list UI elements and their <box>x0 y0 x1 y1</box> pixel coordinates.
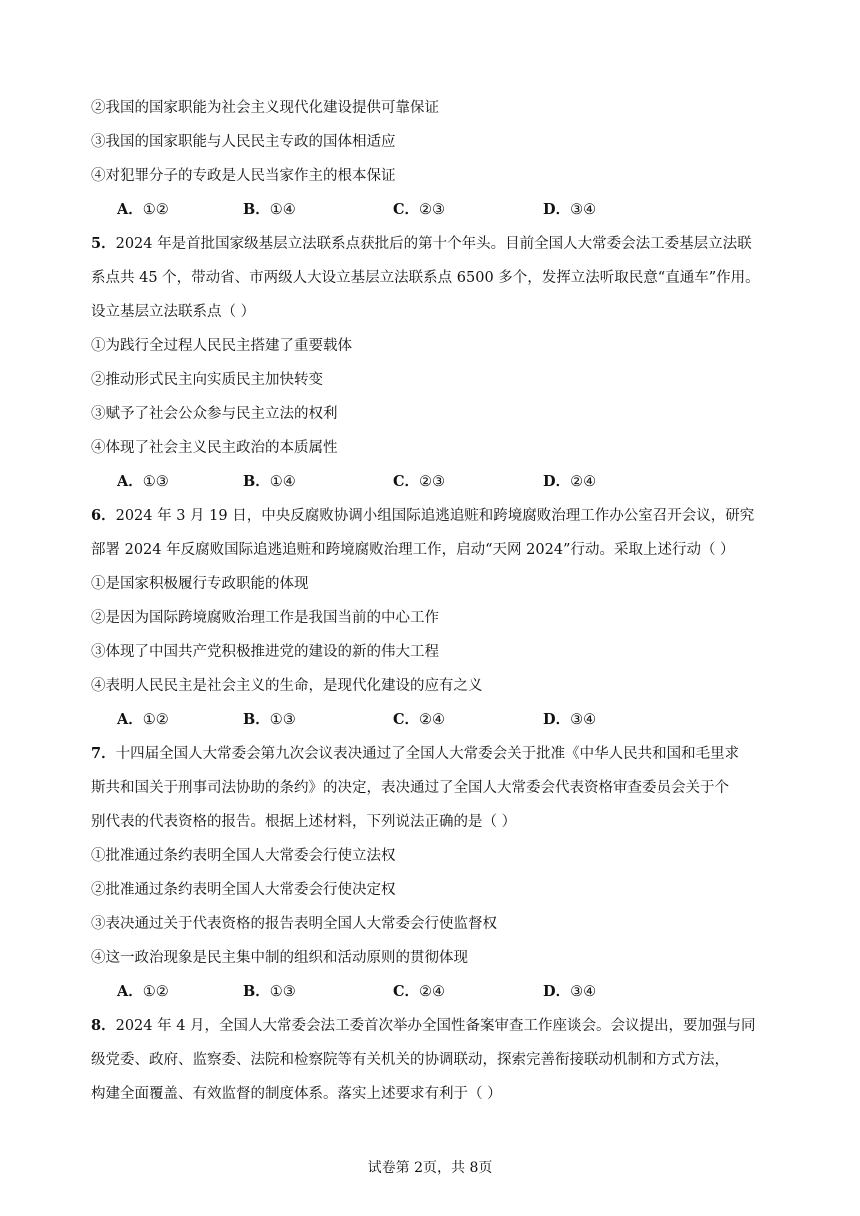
q8-stem-line-2: 级党委、政府、监察委、法院和检察院等有关机关的协调联动，探索完善衔接联动机制和方式方法， <box>91 1052 729 1068</box>
q7-statement-1: ①批准通过条约表明全国人大常委会行使立法权 <box>91 848 396 864</box>
q4-option-b[interactable]: B．①④ <box>243 201 296 218</box>
q5-stem-line-1: 5．2024 年是首批国家级基层立法联系点获批后的第十个年头。目前全国人大常委会法工委基层立法联 <box>91 235 752 252</box>
q5-stem-line-2: 系点共 45 个，带动省、市两级人大设立基层立法联系点 6500 多个，发挥立法听取民意“直通车”作用。 <box>91 270 760 286</box>
q5-option-a[interactable]: A．①③ <box>117 473 169 490</box>
q6-statement-1: ①是国家积极履行专政职能的体现 <box>91 576 309 592</box>
page-footer: 试卷第 2页，共 8页 <box>367 1160 493 1176</box>
q6-statement-4: ④表明人民民主是社会主义的生命，是现代化建设的应有之义 <box>91 678 483 694</box>
q6-statement-2: ②是因为国际跨境腐败治理工作是我国当前的中心工作 <box>91 610 439 626</box>
q4-options <box>117 200 717 220</box>
q4-option-c[interactable]: C．②③ <box>393 201 446 218</box>
q4-statement-3: ③我国的国家职能与人民民主专政的国体相适应 <box>91 134 396 150</box>
q5-statement-1: ①为践行全过程人民民主搭建了重要载体 <box>91 338 352 354</box>
q6-options <box>117 710 717 730</box>
q6-statement-3: ③体现了中国共产党积极推进党的建设的新的伟大工程 <box>91 644 439 660</box>
q5-option-d[interactable]: D．②④ <box>543 473 597 490</box>
q8-stem-line-3: 构建全面覆盖、有效监督的制度体系。落实上述要求有利于（ ） <box>91 1086 502 1102</box>
q7-statement-2: ②批准通过条约表明全国人大常委会行使决定权 <box>91 882 396 898</box>
q4-statement-2: ②我国的国家职能为社会主义现代化建设提供可靠保证 <box>91 100 439 116</box>
q5-stem-line-3: 设立基层立法联系点（ ） <box>91 304 256 320</box>
q5-statement-4: ④体现了社会主义民主政治的本质属性 <box>91 440 338 456</box>
q6-option-c[interactable]: C．②④ <box>393 711 446 728</box>
q6-stem-line-1: 6．2024 年 3 月 19 日，中央反腐败协调小组国际追逃追赃和跨境腐败治理工作办公室召开会议，研究 <box>91 507 755 524</box>
q6-option-d[interactable]: D．③④ <box>543 711 597 728</box>
q8-number: 8． <box>91 1017 116 1034</box>
q7-option-b[interactable]: B．①③ <box>243 983 296 1000</box>
q4-option-d[interactable]: D．③④ <box>543 201 597 218</box>
q5-number: 5． <box>91 235 116 252</box>
q5-option-b[interactable]: B．①④ <box>243 473 296 490</box>
q4-option-a[interactable]: A．①② <box>117 201 169 218</box>
q6-option-a[interactable]: A．①② <box>117 711 169 728</box>
q5-options <box>117 472 717 492</box>
q7-option-a[interactable]: A．①② <box>117 983 169 1000</box>
q7-stem-line-3: 别代表的代表资格的报告。根据上述材料，下列说法正确的是（ ） <box>91 814 517 830</box>
q6-stem-line-2: 部署 2024 年反腐败国际追逃追赃和跨境腐败治理工作，启动“天网 2024”行动。采取上述行动（ ） <box>91 542 735 558</box>
q5-statement-2: ②推动形式民主向实质民主加快转变 <box>91 372 323 388</box>
q7-option-c[interactable]: C．②④ <box>393 983 446 1000</box>
q4-statement-4: ④对犯罪分子的专政是人民当家作主的根本保证 <box>91 168 396 184</box>
q6-number: 6． <box>91 507 116 524</box>
q6-option-b[interactable]: B．①③ <box>243 711 296 728</box>
q7-statement-4: ④这一政治现象是民主集中制的组织和活动原则的贯彻体现 <box>91 950 468 966</box>
q7-stem-line-2: 斯共和国关于刑事司法协助的条约》的决定，表决通过了全国人大常委会代表资格审查委员会关于个 <box>91 780 729 796</box>
q7-statement-3: ③表决通过关于代表资格的报告表明全国人大常委会行使监督权 <box>91 916 497 932</box>
q7-number: 7． <box>91 745 116 762</box>
q7-stem-line-1: 7．十四届全国人大常委会第九次会议表决通过了全国人大常委会关于批准《中华人民共和国和毛里求 <box>91 745 740 762</box>
q7-option-d[interactable]: D．③④ <box>543 983 597 1000</box>
q5-statement-3: ③赋予了社会公众参与民主立法的权利 <box>91 406 338 422</box>
q7-options <box>117 982 717 1002</box>
q5-option-c[interactable]: C．②③ <box>393 473 446 490</box>
q8-stem-line-1: 8．2024 年 4 月，全国人大常委会法工委首次举办全国性备案审查工作座谈会。会议提出，要加强与同 <box>91 1017 756 1034</box>
